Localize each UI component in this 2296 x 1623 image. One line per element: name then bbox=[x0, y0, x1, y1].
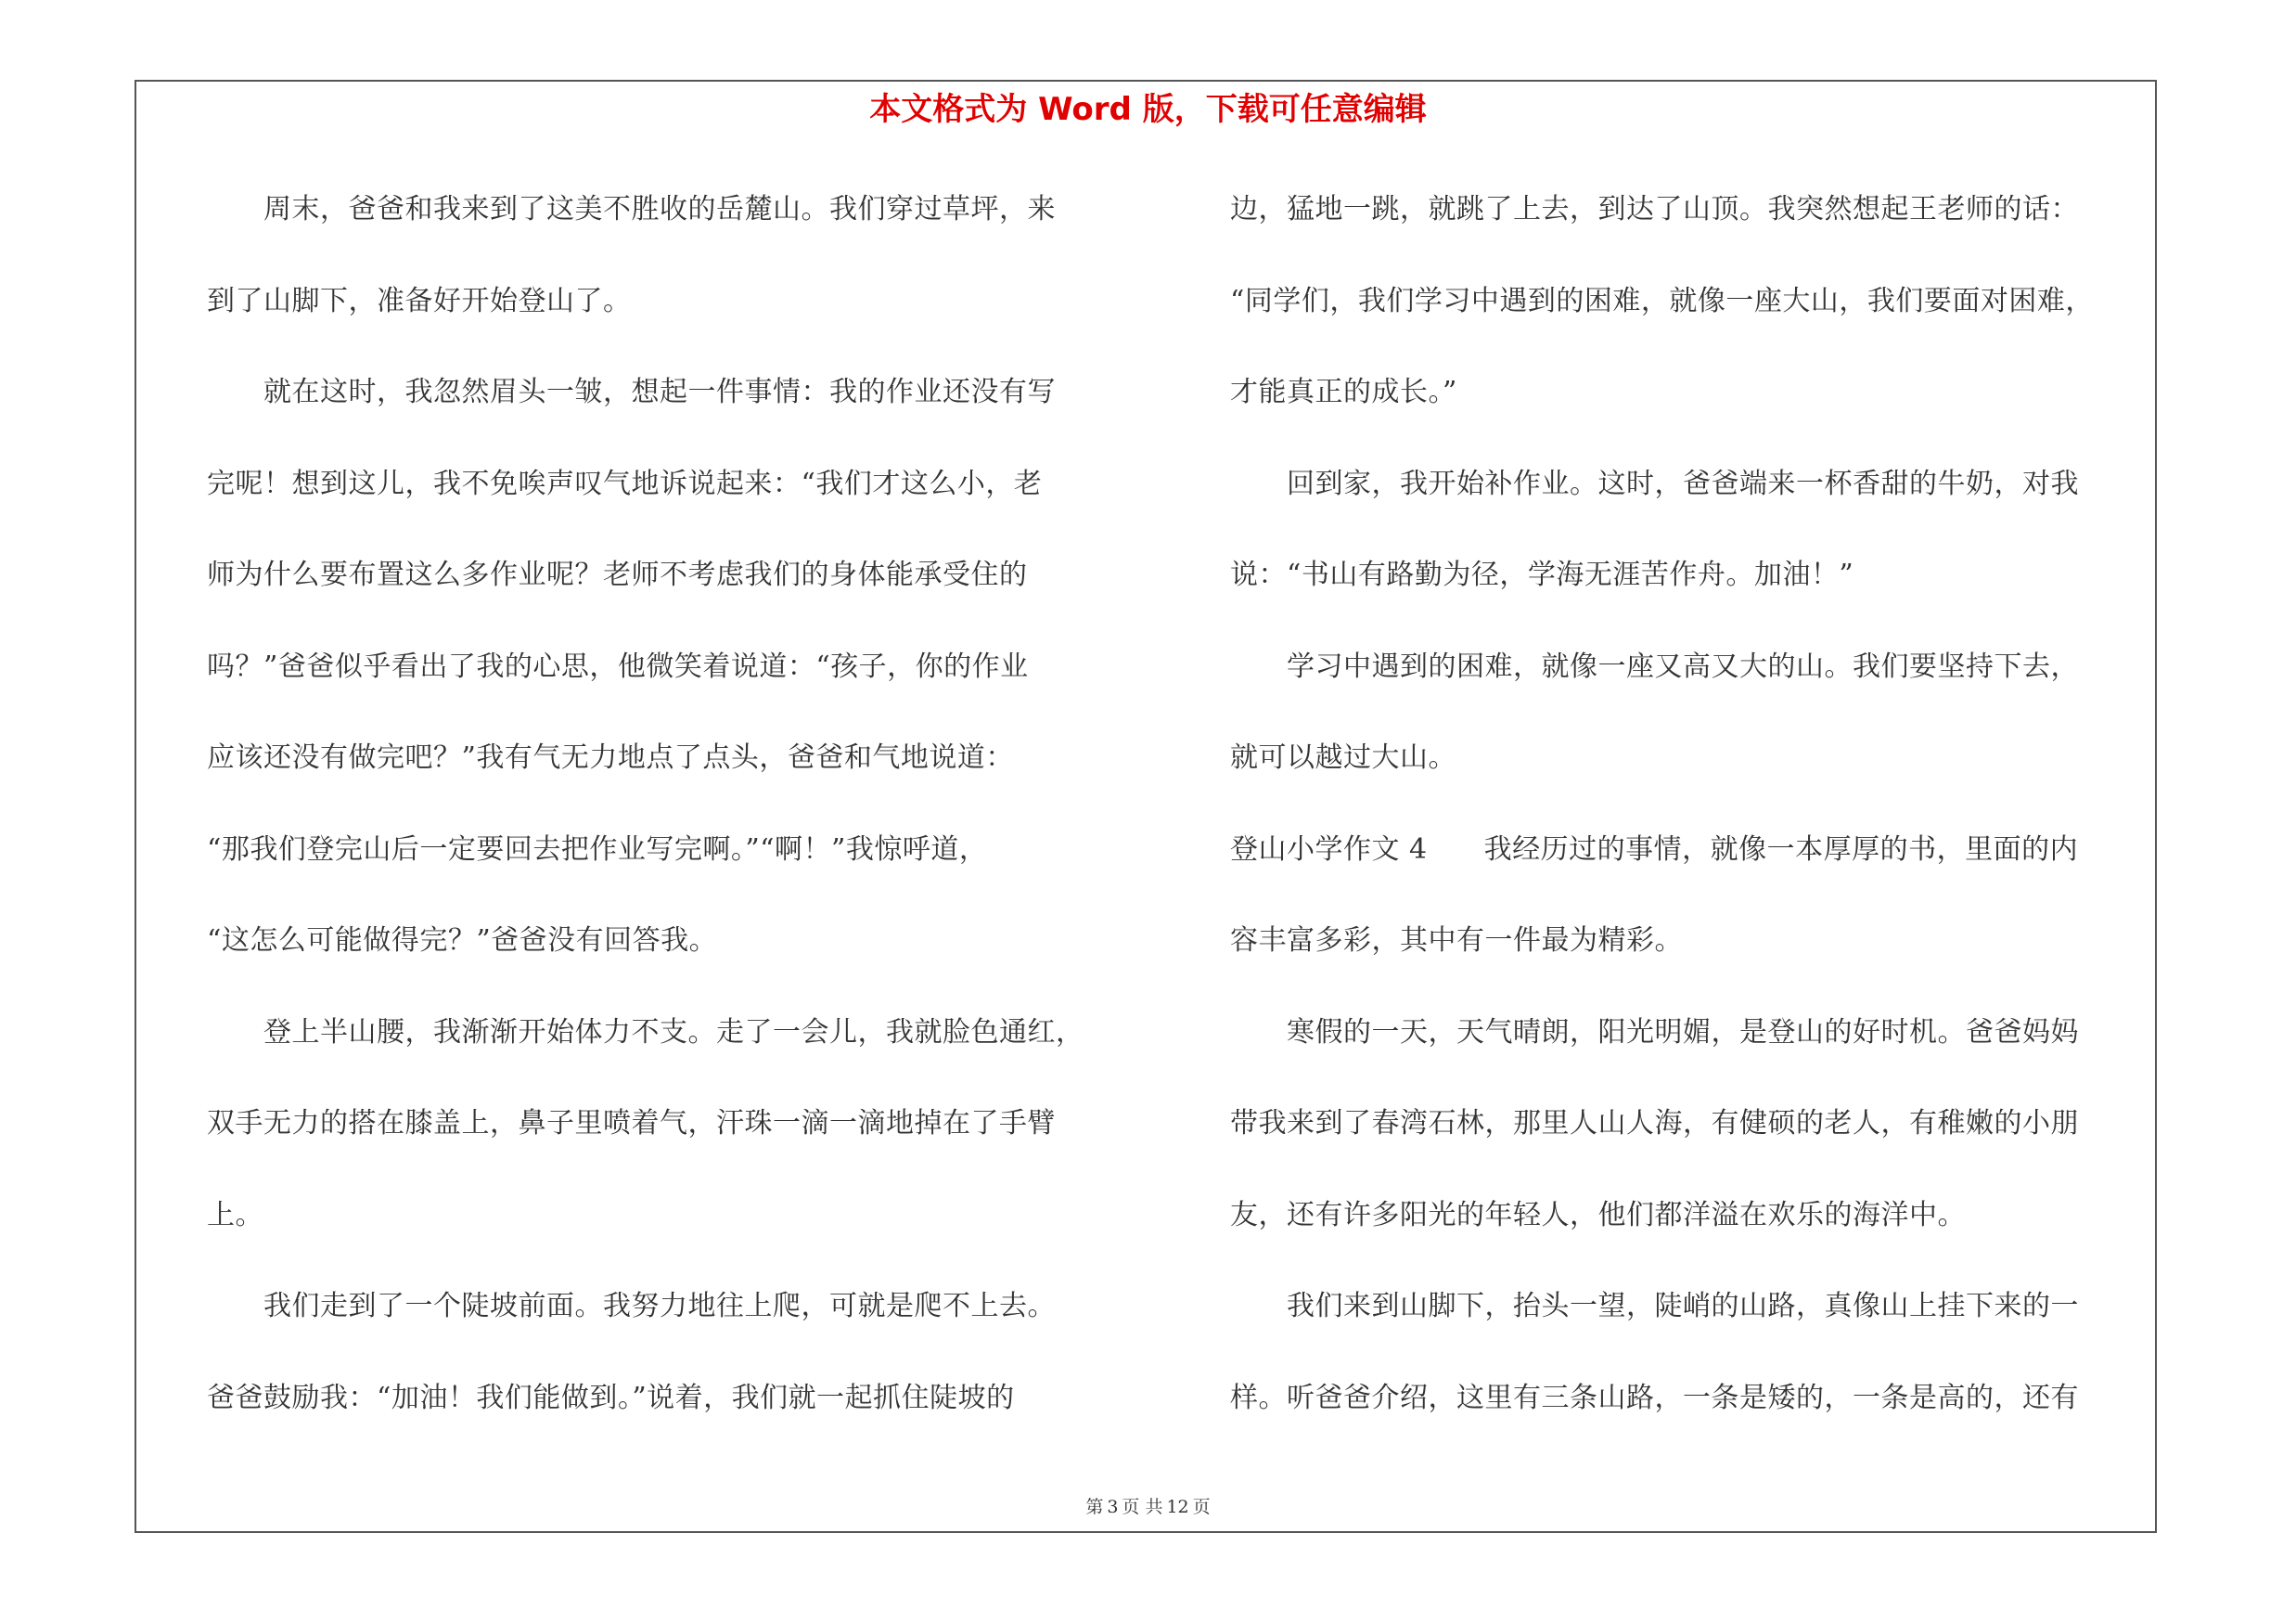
text-line: 完呢！想到这儿，我不免唉声叹气地诉说起来：“我们才这么小，老 bbox=[207, 467, 1043, 500]
text-line: 上。 bbox=[207, 1198, 263, 1231]
footer-prefix: 第 bbox=[1085, 1497, 1104, 1517]
text-line: 容丰富多彩，其中有一件最为精彩。 bbox=[1230, 924, 1683, 957]
text-line: 样。听爸爸介绍，这里有三条山路，一条是矮的，一条是高的，还有 bbox=[1230, 1381, 2079, 1414]
text-line: 才能真正的成长。” bbox=[1230, 376, 1457, 408]
footer-suffix: 页 bbox=[1192, 1497, 1211, 1517]
text-line: “同学们，我们学习中遇到的困难，就像一座大山，我们要面对困难， bbox=[1230, 284, 2094, 317]
text-line: 师为什么要布置这么多作业呢？老师不考虑我们的身体能承受住的 bbox=[207, 559, 1028, 591]
text-line: 寒假的一天，天气晴朗，阳光明媚，是登山的好时机。爸爸妈妈 bbox=[1230, 1015, 2079, 1049]
text-line: “那我们登完山后一定要回去把作业写完啊。”“啊！”我惊呼道， bbox=[207, 832, 988, 866]
right-column bbox=[1230, 182, 2148, 1462]
text-line: 到了山脚下，准备好开始登山了。 bbox=[207, 284, 632, 317]
text-line: 回到家，我开始补作业。这时，爸爸端来一杯香甜的牛奶，对我 bbox=[1230, 467, 2079, 500]
text-line: 学习中遇到的困难，就像一座又高又大的山。我们要坚持下去， bbox=[1230, 650, 2079, 683]
text-line: 吗？”爸爸似乎看出了我的心思，他微笑着说道：“孩子，你的作业 bbox=[207, 650, 1029, 683]
footer-middle: 页 共 bbox=[1122, 1497, 1163, 1517]
text-line: “这怎么可能做得完？”爸爸没有回答我。 bbox=[207, 924, 718, 957]
left-column bbox=[207, 182, 1125, 1462]
text-line: 我们来到山脚下，抬头一望，陡峭的山路，真像山上挂下来的一 bbox=[1230, 1290, 2079, 1322]
text-line: 双手无力的搭在膝盖上，鼻子里喷着气，汗珠一滴一滴地掉在了手臂 bbox=[207, 1107, 1056, 1140]
current-page-number: 3 bbox=[1107, 1497, 1119, 1517]
text-line: 说：“书山有路勤为径，学海无涯苦作舟。加油！” bbox=[1230, 559, 1854, 591]
text-line: 带我来到了春湾石林，那里人山人海，有健硕的老人，有稚嫩的小朋 bbox=[1230, 1107, 2079, 1140]
text-line: 爸爸鼓励我：“加油！我们能做到。”说着，我们就一起抓住陡坡的 bbox=[207, 1381, 1015, 1414]
text-line: 周末，爸爸和我来到了这美不胜收的岳麓山。我们穿过草坪，来 bbox=[207, 193, 1056, 225]
text-line: 应该还没有做完吧？”我有气无力地点了点头，爸爸和气地说道： bbox=[207, 741, 1014, 774]
text-line: 就在这时，我忽然眉头一皱，想起一件事情：我的作业还没有写 bbox=[207, 376, 1056, 408]
text-line: 我们走到了一个陡坡前面。我努力地往上爬，可就是爬不上去。 bbox=[207, 1290, 1056, 1322]
text-line: 登山小学作文 4 我经历过的事情，就像一本厚厚的书，里面的内 bbox=[1230, 832, 2079, 866]
text-line: 边，猛地一跳，就跳了上去，到达了山顶。我突然想起王老师的话： bbox=[1230, 193, 2079, 225]
text-line: 友，还有许多阳光的年轻人，他们都洋溢在欢乐的海洋中。 bbox=[1230, 1198, 1966, 1231]
total-pages-number: 12 bbox=[1166, 1497, 1189, 1517]
header-banner: 本文格式为 Word 版，下载可任意编辑 bbox=[869, 91, 1427, 128]
page-footer bbox=[0, 1496, 2296, 1518]
text-line: 登上半山腰，我渐渐开始体力不支。走了一会儿，我就脸色通红， bbox=[207, 1015, 1084, 1049]
text-line: 就可以越过大山。 bbox=[1230, 741, 1456, 774]
